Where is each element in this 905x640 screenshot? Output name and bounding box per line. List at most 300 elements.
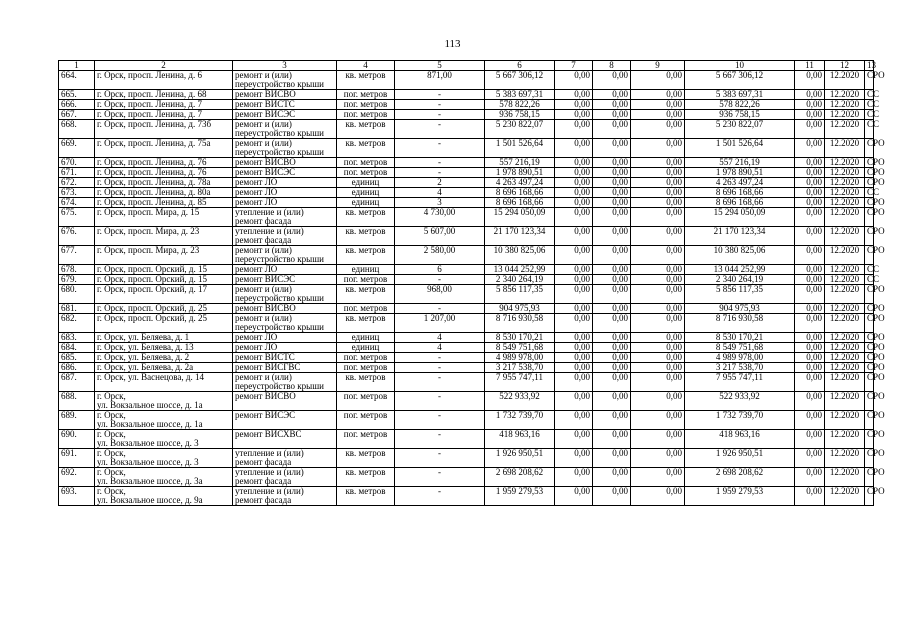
address-cell bbox=[95, 430, 233, 449]
work-type-line: переустройство крыши bbox=[235, 79, 324, 89]
address-line: г. Орск, просп. Орский, д. 15 bbox=[97, 264, 207, 274]
quantity-cell: - bbox=[395, 373, 485, 392]
cost-cell: 15 294 050,09 bbox=[485, 208, 555, 227]
owner-funds-cell: 0,00 bbox=[795, 198, 825, 208]
owner-funds-cell: 0,00 bbox=[795, 178, 825, 188]
owner-funds-cell: 0,00 bbox=[795, 227, 825, 246]
completion-date-cell: 12.2020 bbox=[825, 227, 865, 246]
quantity-cell: - bbox=[395, 304, 485, 314]
address-line: г. Орск, ул. Васнецова, д. 14 bbox=[97, 372, 204, 382]
fund-type-cell: СРО bbox=[865, 353, 874, 363]
completion-date-cell: 12.2020 bbox=[825, 411, 865, 430]
unit-cell: кв. метров bbox=[337, 120, 395, 139]
work-type-cell bbox=[233, 265, 337, 275]
address-line: г. Орск, просп. Орский, д. 15 bbox=[97, 274, 207, 284]
quantity-cell: 4 bbox=[395, 188, 485, 198]
table-row bbox=[59, 275, 874, 285]
fund-cell: 0,00 bbox=[555, 373, 593, 392]
fund-cell: 0,00 bbox=[593, 120, 631, 139]
fund-type-cell: СРО bbox=[865, 246, 874, 265]
work-type-line: ремонт ВИСЭС bbox=[235, 410, 296, 420]
owner-funds-cell: 0,00 bbox=[795, 304, 825, 314]
cost-cell: 578 822,26 bbox=[485, 100, 555, 110]
address-line: г. Орск, просп. Орский, д. 25 bbox=[97, 313, 207, 323]
fund-cell: 0,00 bbox=[555, 314, 593, 333]
address-line: г. Орск, bbox=[97, 448, 126, 458]
fund-type-cell: СРО bbox=[865, 208, 874, 227]
column-header: 6 bbox=[485, 61, 555, 71]
address-cell bbox=[95, 411, 233, 430]
completion-date-cell: 12.2020 bbox=[825, 333, 865, 343]
completion-date-cell: 12.2020 bbox=[825, 468, 865, 487]
fund-cell: 0,00 bbox=[593, 139, 631, 158]
total-cost-cell: 8 530 170,21 bbox=[685, 333, 795, 343]
table-row bbox=[59, 373, 874, 392]
work-type-line: ремонт ВИСТС bbox=[235, 99, 295, 109]
fund-cell: 0,00 bbox=[593, 487, 631, 506]
row-number-cell: 665. bbox=[59, 90, 95, 100]
total-cost-cell: 2 340 264,19 bbox=[685, 275, 795, 285]
table-row bbox=[59, 100, 874, 110]
row-number-cell: 685. bbox=[59, 353, 95, 363]
unit-cell: кв. метров bbox=[337, 373, 395, 392]
total-cost-cell: 522 933,92 bbox=[685, 392, 795, 411]
fund-cell: 0,00 bbox=[555, 71, 593, 90]
work-type-cell bbox=[233, 168, 337, 178]
table-row bbox=[59, 449, 874, 468]
quantity-cell: 6 bbox=[395, 265, 485, 275]
work-type-line: утепление и (или) bbox=[235, 448, 304, 458]
table-row bbox=[59, 430, 874, 449]
fund-cell: 0,00 bbox=[555, 363, 593, 373]
fund-cell: 0,00 bbox=[593, 246, 631, 265]
unit-cell: единиц bbox=[337, 333, 395, 343]
fund-cell: 0,00 bbox=[593, 208, 631, 227]
row-number-cell: 687. bbox=[59, 373, 95, 392]
owner-funds-cell: 0,00 bbox=[795, 71, 825, 90]
fund-cell: 0,00 bbox=[593, 449, 631, 468]
total-cost-cell: 1 959 279,53 bbox=[685, 487, 795, 506]
total-cost-cell: 5 856 117,35 bbox=[685, 285, 795, 304]
address-cell bbox=[95, 208, 233, 227]
quantity-cell: 4 bbox=[395, 333, 485, 343]
fund-cell: 0,00 bbox=[631, 168, 685, 178]
fund-type-cell: СРО bbox=[865, 363, 874, 373]
work-type-line: ремонт фасада bbox=[235, 235, 292, 245]
address-cell bbox=[95, 188, 233, 198]
unit-cell: пог. метров bbox=[337, 110, 395, 120]
address-line: г. Орск, bbox=[97, 467, 126, 477]
fund-cell: 0,00 bbox=[555, 100, 593, 110]
fund-type-cell: СРО bbox=[865, 227, 874, 246]
owner-funds-cell: 0,00 bbox=[795, 168, 825, 178]
fund-cell: 0,00 bbox=[555, 227, 593, 246]
column-number-row bbox=[59, 61, 874, 71]
total-cost-cell: 8 716 930,58 bbox=[685, 314, 795, 333]
quantity-cell: - bbox=[395, 353, 485, 363]
work-type-line: ремонт и (или) bbox=[235, 245, 292, 255]
fund-cell: 0,00 bbox=[593, 314, 631, 333]
total-cost-cell: 3 217 538,70 bbox=[685, 363, 795, 373]
unit-cell: кв. метров bbox=[337, 487, 395, 506]
fund-cell: 0,00 bbox=[593, 90, 631, 100]
row-number-cell: 669. bbox=[59, 139, 95, 158]
table-row bbox=[59, 314, 874, 333]
address-cell bbox=[95, 178, 233, 188]
owner-funds-cell: 0,00 bbox=[795, 120, 825, 139]
row-number-cell: 677. bbox=[59, 246, 95, 265]
fund-type-cell: СРО bbox=[865, 468, 874, 487]
unit-cell: пог. метров bbox=[337, 275, 395, 285]
address-line: г. Орск, просп. Ленина, д. 7 bbox=[97, 109, 202, 119]
owner-funds-cell: 0,00 bbox=[795, 333, 825, 343]
address-cell bbox=[95, 227, 233, 246]
work-type-cell bbox=[233, 314, 337, 333]
address-line: г. Орск, ул. Беляева, д. 13 bbox=[97, 342, 194, 352]
owner-funds-cell: 0,00 bbox=[795, 265, 825, 275]
fund-type-cell: СРО bbox=[865, 304, 874, 314]
column-header: 5 bbox=[395, 61, 485, 71]
address-line: г. Орск, просп. Ленина, д. 80а bbox=[97, 187, 211, 197]
work-type-cell bbox=[233, 198, 337, 208]
unit-cell: пог. метров bbox=[337, 304, 395, 314]
work-type-line: переустройство крыши bbox=[235, 147, 324, 157]
fund-cell: 0,00 bbox=[555, 392, 593, 411]
cost-cell: 13 044 252,99 bbox=[485, 265, 555, 275]
address-line: г. Орск, bbox=[97, 486, 126, 496]
address-cell bbox=[95, 373, 233, 392]
work-type-line: ремонт и (или) bbox=[235, 313, 292, 323]
fund-cell: 0,00 bbox=[555, 343, 593, 353]
row-number-cell: 668. bbox=[59, 120, 95, 139]
cost-cell: 7 955 747,11 bbox=[485, 373, 555, 392]
address-line: г. Орск, bbox=[97, 429, 126, 439]
work-type-line: ремонт ВИСВО bbox=[235, 303, 296, 313]
fund-cell: 0,00 bbox=[593, 168, 631, 178]
fund-cell: 0,00 bbox=[631, 392, 685, 411]
address-cell bbox=[95, 353, 233, 363]
cost-cell: 1 732 739,70 bbox=[485, 411, 555, 430]
row-number-cell: 676. bbox=[59, 227, 95, 246]
fund-type-cell: СРО bbox=[865, 158, 874, 168]
address-cell bbox=[95, 100, 233, 110]
fund-cell: 0,00 bbox=[593, 411, 631, 430]
owner-funds-cell: 0,00 bbox=[795, 110, 825, 120]
quantity-cell: - bbox=[395, 411, 485, 430]
address-line: г. Орск, просп. Ленина, д. 85 bbox=[97, 197, 207, 207]
table-row bbox=[59, 110, 874, 120]
work-type-line: ремонт ЛО bbox=[235, 332, 278, 342]
cost-cell: 1 501 526,64 bbox=[485, 139, 555, 158]
fund-cell: 0,00 bbox=[593, 110, 631, 120]
fund-cell: 0,00 bbox=[593, 353, 631, 363]
owner-funds-cell: 0,00 bbox=[795, 449, 825, 468]
fund-type-cell: СРО bbox=[865, 343, 874, 353]
fund-cell: 0,00 bbox=[631, 208, 685, 227]
row-number-cell: 693. bbox=[59, 487, 95, 506]
address-cell bbox=[95, 487, 233, 506]
table-row bbox=[59, 468, 874, 487]
column-header: 11 bbox=[795, 61, 825, 71]
unit-cell: пог. метров bbox=[337, 392, 395, 411]
owner-funds-cell: 0,00 bbox=[795, 188, 825, 198]
work-type-cell bbox=[233, 208, 337, 227]
address-line: г. Орск, просп. Ленина, д. 76 bbox=[97, 157, 207, 167]
address-cell bbox=[95, 90, 233, 100]
row-number-cell: 682. bbox=[59, 314, 95, 333]
fund-cell: 0,00 bbox=[555, 120, 593, 139]
work-type-cell bbox=[233, 430, 337, 449]
unit-cell: пог. метров bbox=[337, 90, 395, 100]
address-line: г. Орск, просп. Ленина, д. 76 bbox=[97, 167, 207, 177]
unit-cell: пог. метров bbox=[337, 430, 395, 449]
fund-cell: 0,00 bbox=[593, 71, 631, 90]
work-type-cell bbox=[233, 188, 337, 198]
work-type-line: ремонт фасада bbox=[235, 476, 292, 486]
completion-date-cell: 12.2020 bbox=[825, 343, 865, 353]
fund-cell: 0,00 bbox=[631, 353, 685, 363]
fund-cell: 0,00 bbox=[593, 363, 631, 373]
work-type-line: ремонт и (или) bbox=[235, 70, 292, 80]
table-row bbox=[59, 208, 874, 227]
fund-cell: 0,00 bbox=[631, 139, 685, 158]
owner-funds-cell: 0,00 bbox=[795, 246, 825, 265]
fund-type-cell: СС bbox=[865, 275, 874, 285]
cost-cell: 21 170 123,34 bbox=[485, 227, 555, 246]
fund-cell: 0,00 bbox=[555, 353, 593, 363]
unit-cell: кв. метров bbox=[337, 285, 395, 304]
unit-cell: кв. метров bbox=[337, 139, 395, 158]
completion-date-cell: 12.2020 bbox=[825, 198, 865, 208]
column-header: 7 bbox=[555, 61, 593, 71]
owner-funds-cell: 0,00 bbox=[795, 158, 825, 168]
total-cost-cell: 1 732 739,70 bbox=[685, 411, 795, 430]
fund-cell: 0,00 bbox=[631, 343, 685, 353]
row-number-cell: 664. bbox=[59, 71, 95, 90]
total-cost-cell: 1 926 950,51 bbox=[685, 449, 795, 468]
fund-type-cell: СРО bbox=[865, 139, 874, 158]
completion-date-cell: 12.2020 bbox=[825, 304, 865, 314]
row-number-cell: 679. bbox=[59, 275, 95, 285]
address-cell bbox=[95, 343, 233, 353]
fund-cell: 0,00 bbox=[593, 198, 631, 208]
work-type-cell bbox=[233, 90, 337, 100]
work-type-cell bbox=[233, 487, 337, 506]
address-cell bbox=[95, 198, 233, 208]
fund-cell: 0,00 bbox=[631, 468, 685, 487]
fund-cell: 0,00 bbox=[631, 363, 685, 373]
address-cell bbox=[95, 158, 233, 168]
fund-cell: 0,00 bbox=[555, 411, 593, 430]
completion-date-cell: 12.2020 bbox=[825, 285, 865, 304]
work-type-line: ремонт фасада bbox=[235, 495, 292, 505]
fund-type-cell: СС bbox=[865, 90, 874, 100]
table-row bbox=[59, 246, 874, 265]
fund-cell: 0,00 bbox=[593, 468, 631, 487]
table-row bbox=[59, 333, 874, 343]
work-type-line: ремонт и (или) bbox=[235, 119, 292, 129]
total-cost-cell: 4 989 978,00 bbox=[685, 353, 795, 363]
work-type-line: ремонт ЛО bbox=[235, 264, 278, 274]
total-cost-cell: 1 978 890,51 bbox=[685, 168, 795, 178]
row-number-cell: 671. bbox=[59, 168, 95, 178]
address-cell bbox=[95, 265, 233, 275]
fund-cell: 0,00 bbox=[631, 227, 685, 246]
table-row bbox=[59, 71, 874, 90]
table-body bbox=[59, 70, 885, 506]
total-cost-cell: 10 380 825,06 bbox=[685, 246, 795, 265]
total-cost-cell: 418 963,16 bbox=[685, 430, 795, 449]
row-number-cell: 691. bbox=[59, 449, 95, 468]
completion-date-cell: 12.2020 bbox=[825, 275, 865, 285]
work-type-line: переустройство крыши bbox=[235, 128, 324, 138]
program-table bbox=[58, 60, 885, 506]
work-type-line: ремонт ВИСХВС bbox=[235, 429, 302, 439]
address-line: г. Орск, просп. Ленина, д. 73б bbox=[97, 119, 212, 129]
total-cost-cell: 5 667 306,12 bbox=[685, 71, 795, 90]
quantity-cell: - bbox=[395, 275, 485, 285]
total-cost-cell: 936 758,15 bbox=[685, 110, 795, 120]
fund-type-cell: СРО bbox=[865, 198, 874, 208]
address-line: г. Орск, bbox=[97, 391, 126, 401]
work-type-line: ремонт ВИСГВС bbox=[235, 362, 301, 372]
total-cost-cell: 904 975,93 bbox=[685, 304, 795, 314]
owner-funds-cell: 0,00 bbox=[795, 343, 825, 353]
quantity-cell: 3 bbox=[395, 198, 485, 208]
fund-cell: 0,00 bbox=[555, 90, 593, 100]
fund-type-cell: СС bbox=[865, 265, 874, 275]
completion-date-cell: 12.2020 bbox=[825, 314, 865, 333]
total-cost-cell: 8 696 168,66 bbox=[685, 198, 795, 208]
address-line: ул. Вокзальное шоссе, д. 3а bbox=[97, 476, 203, 486]
owner-funds-cell: 0,00 bbox=[795, 363, 825, 373]
work-type-line: ремонт фасада bbox=[235, 216, 292, 226]
column-header: 13 bbox=[865, 61, 874, 71]
address-cell bbox=[95, 168, 233, 178]
quantity-cell: 4 bbox=[395, 343, 485, 353]
fund-cell: 0,00 bbox=[593, 188, 631, 198]
quantity-cell: 968,00 bbox=[395, 285, 485, 304]
row-number-cell: 674. bbox=[59, 198, 95, 208]
work-type-line: ремонт и (или) bbox=[235, 372, 292, 382]
fund-cell: 0,00 bbox=[555, 430, 593, 449]
quantity-cell: 2 bbox=[395, 178, 485, 188]
address-cell bbox=[95, 275, 233, 285]
fund-cell: 0,00 bbox=[593, 373, 631, 392]
cost-cell: 557 216,19 bbox=[485, 158, 555, 168]
table-row bbox=[59, 392, 874, 411]
work-type-cell bbox=[233, 227, 337, 246]
cost-cell: 1 926 950,51 bbox=[485, 449, 555, 468]
work-type-cell bbox=[233, 392, 337, 411]
work-type-line: ремонт ВИСВО bbox=[235, 89, 296, 99]
fund-cell: 0,00 bbox=[593, 304, 631, 314]
total-cost-cell: 5 230 822,07 bbox=[685, 120, 795, 139]
total-cost-cell: 1 501 526,64 bbox=[685, 139, 795, 158]
address-cell bbox=[95, 285, 233, 304]
address-line: ул. Вокзальное шоссе, д. 1а bbox=[97, 419, 203, 429]
table-row bbox=[59, 411, 874, 430]
completion-date-cell: 12.2020 bbox=[825, 90, 865, 100]
row-number-cell: 678. bbox=[59, 265, 95, 275]
completion-date-cell: 12.2020 bbox=[825, 71, 865, 90]
row-number-cell: 680. bbox=[59, 285, 95, 304]
fund-cell: 0,00 bbox=[555, 168, 593, 178]
row-number-cell: 672. bbox=[59, 178, 95, 188]
table-row bbox=[59, 285, 874, 304]
work-type-line: утепление и (или) bbox=[235, 207, 304, 217]
address-cell bbox=[95, 333, 233, 343]
table-row bbox=[59, 363, 874, 373]
table-row bbox=[59, 90, 874, 100]
column-header: 2 bbox=[95, 61, 233, 71]
fund-type-cell: СРО bbox=[865, 373, 874, 392]
quantity-cell: 1 207,00 bbox=[395, 314, 485, 333]
fund-cell: 0,00 bbox=[593, 178, 631, 188]
owner-funds-cell: 0,00 bbox=[795, 392, 825, 411]
fund-type-cell: СС bbox=[865, 188, 874, 198]
fund-cell: 0,00 bbox=[631, 411, 685, 430]
total-cost-cell: 7 955 747,11 bbox=[685, 373, 795, 392]
work-type-line: ремонт ЛО bbox=[235, 197, 278, 207]
fund-type-cell: СРО bbox=[865, 168, 874, 178]
row-number-cell: 688. bbox=[59, 392, 95, 411]
address-line: г. Орск, просп. Ленина, д. 78а bbox=[97, 177, 211, 187]
work-type-line: переустройство крыши bbox=[235, 322, 324, 332]
quantity-cell: - bbox=[395, 392, 485, 411]
work-type-cell bbox=[233, 468, 337, 487]
fund-cell: 0,00 bbox=[555, 178, 593, 188]
cost-cell: 1 959 279,53 bbox=[485, 487, 555, 506]
work-type-cell bbox=[233, 373, 337, 392]
cost-cell: 1 978 890,51 bbox=[485, 168, 555, 178]
completion-date-cell: 12.2020 bbox=[825, 373, 865, 392]
address-line: ул. Вокзальное шоссе, д. 3 bbox=[97, 438, 199, 448]
work-type-cell bbox=[233, 333, 337, 343]
cost-cell: 5 856 117,35 bbox=[485, 285, 555, 304]
unit-cell: кв. метров bbox=[337, 208, 395, 227]
table-row bbox=[59, 353, 874, 363]
row-number-cell: 667. bbox=[59, 110, 95, 120]
quantity-cell: - bbox=[395, 449, 485, 468]
fund-type-cell: СРО bbox=[865, 392, 874, 411]
address-line: г. Орск, просп. Мира, д. 15 bbox=[97, 207, 200, 217]
address-cell bbox=[95, 363, 233, 373]
completion-date-cell: 12.2020 bbox=[825, 168, 865, 178]
fund-cell: 0,00 bbox=[555, 449, 593, 468]
work-type-cell bbox=[233, 100, 337, 110]
work-type-line: утепление и (или) bbox=[235, 226, 304, 236]
work-type-cell bbox=[233, 353, 337, 363]
row-number-cell: 666. bbox=[59, 100, 95, 110]
table-row bbox=[59, 139, 874, 158]
fund-type-cell: СРО bbox=[865, 449, 874, 468]
address-line: г. Орск, просп. Мира, д. 23 bbox=[97, 226, 200, 236]
owner-funds-cell: 0,00 bbox=[795, 90, 825, 100]
quantity-cell: 871,00 bbox=[395, 71, 485, 90]
quantity-cell: - bbox=[395, 90, 485, 100]
fund-cell: 0,00 bbox=[555, 110, 593, 120]
table-row bbox=[59, 343, 874, 353]
quantity-cell: - bbox=[395, 110, 485, 120]
work-type-cell bbox=[233, 449, 337, 468]
work-type-line: ремонт ВИСВО bbox=[235, 391, 296, 401]
fund-cell: 0,00 bbox=[555, 285, 593, 304]
address-line: г. Орск, просп. Мира, д. 23 bbox=[97, 245, 200, 255]
unit-cell: кв. метров bbox=[337, 468, 395, 487]
fund-cell: 0,00 bbox=[555, 188, 593, 198]
quantity-cell: - bbox=[395, 120, 485, 139]
